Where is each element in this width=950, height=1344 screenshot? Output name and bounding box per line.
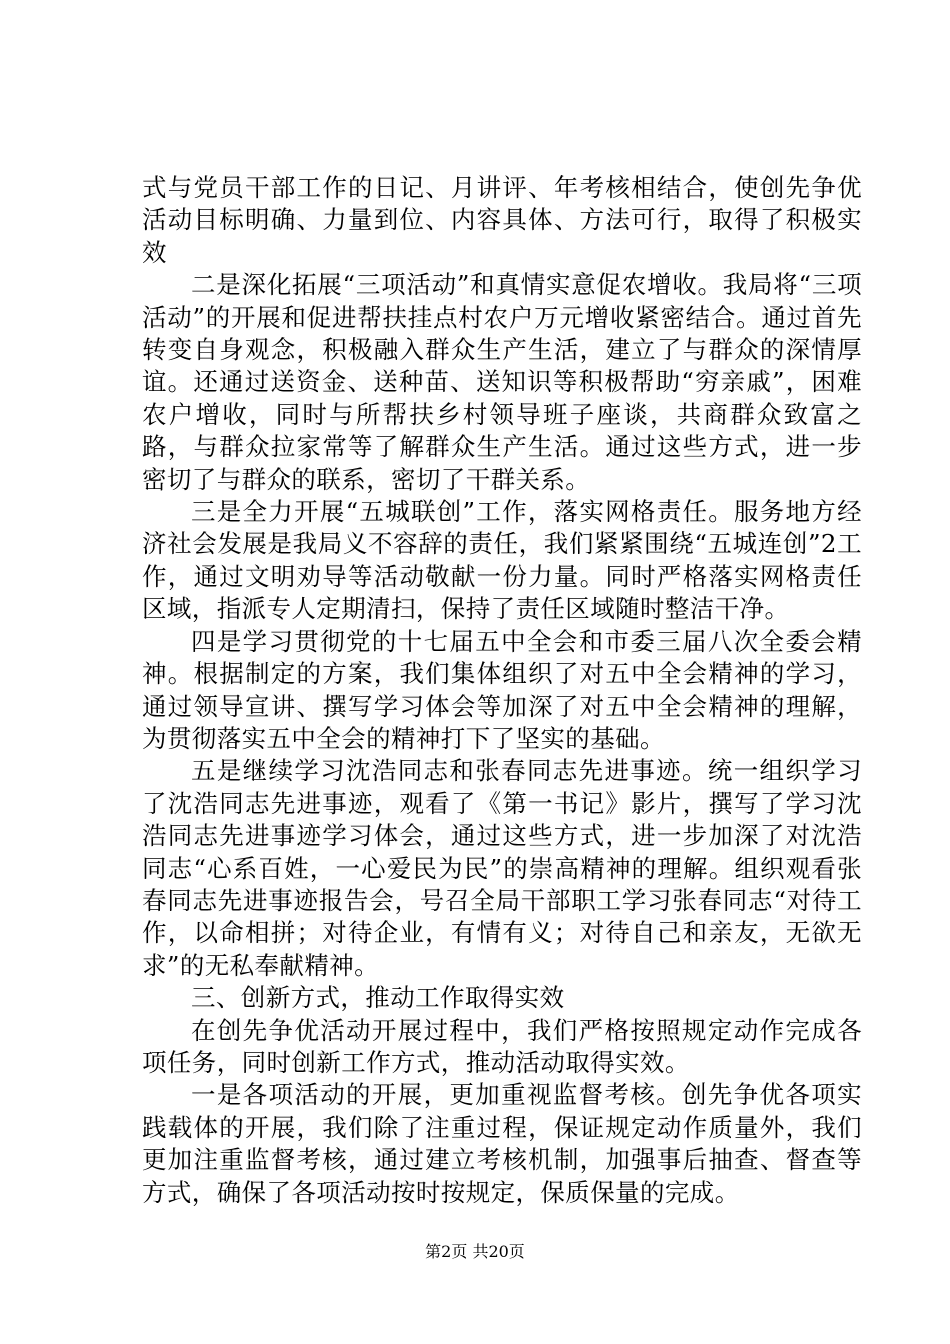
- document-body: [142, 172, 862, 1209]
- paragraph-1: 式与党员干部工作的日记、月讲评、年考核相结合，使创先争优活动目标明确、力量到位、内容具体、方法可行，取得了积极实效: [142, 173, 862, 267]
- page-number-label: 第2页 共20页: [425, 1242, 525, 1261]
- paragraph-3: 三是全力开展“五城联创”工作，落实网格责任。服务地方经济社会发展是我局义不容辞的责任，我们紧紧围绕“五城连创”2工作，通过文明劝导等活动敬献一份力量。同时严格落实网格责任区域，指派专人定期清扫，保持了责任区域随时整洁干净。: [142, 497, 862, 624]
- page-footer: [0, 1242, 950, 1262]
- paragraph-4: 四是学习贯彻党的十七届五中全会和市委三届八次全委会精神。根据制定的方案，我们集体组织了对五中全会精神的学习，通过领导宣讲、撰写学习体会等加深了对五中全会精神的理解，为贯彻落实五中全会的精神打下了坚实的基础。: [142, 626, 862, 753]
- paragraph-7: 一是各项活动的开展，更加重视监督考核。创先争优各项实践载体的开展，我们除了注重过程，保证规定动作质量外，我们更加注重监督考核，通过建立考核机制，加强事后抽查、督查等方式，确保了各项活动按时按规定，保质保量的完成。: [142, 1080, 862, 1207]
- paragraph-2: 二是深化拓展“三项活动”和真情实意促农增收。我局将“三项活动”的开展和促进帮扶挂点村农户万元增收紧密结合。通过首先转变自身观念，积极融入群众生产生活，建立了与群众的深情厚谊。还通过送资金、送种苗、送知识等积极帮助“穷亲戚”，困难农户增收，同时与所帮扶乡村领导班子座谈，共商群众致富之路，与群众拉家常等了解群众生产生活。通过这些方式，进一步密切了与群众的联系，密切了干群关系。: [142, 270, 862, 494]
- paragraph-6: 在创先争优活动开展过程中，我们严格按照规定动作完成各项任务，同时创新工作方式，推动活动取得实效。: [142, 1015, 862, 1077]
- paragraph-5: 五是继续学习沈浩同志和张春同志先进事迹。统一组织学习了沈浩同志先进事迹，观看了《第一书记》影片，撰写了学习沈浩同志先进事迹学习体会，通过这些方式，进一步加深了对沈浩同志“心系百姓，一心爱民为民”的崇高精神的理解。组织观看张春同志先进事迹报告会，号召全局干部职工学习张春同志“对待工作，以命相拼；对待企业，有情有义；对待自己和亲友，无欲无求”的无私奉献精神。: [142, 756, 862, 980]
- section-heading: 三、创新方式，推动工作取得实效: [191, 983, 565, 1013]
